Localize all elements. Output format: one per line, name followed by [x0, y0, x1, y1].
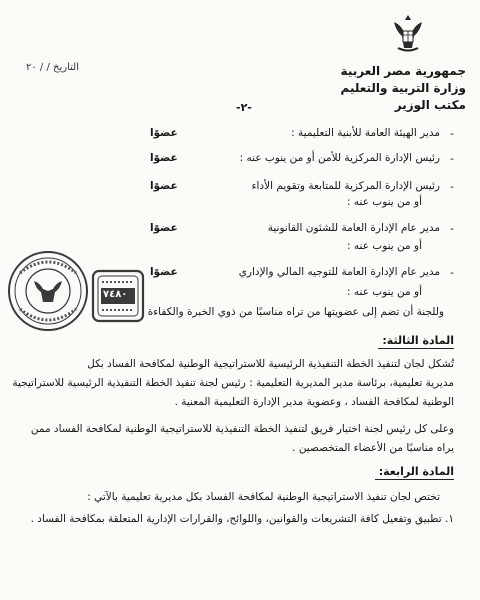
republic-header: جمهورية مصر العربية — [340, 64, 466, 78]
article-3-line-4: وعلى كل رئيس لجنة اختيار فريق لتنفيذ الخطة التنفيذية للاستراتيجية الوطنية لمكافحة الفساد ممن — [30, 423, 454, 435]
round-seal-stamp — [6, 249, 90, 333]
member-5-deputy: أو من ينوب عنه : — [347, 286, 422, 298]
article-3-line-1: تُشكل لجان لتنفيذ الخطة التنفيذية الرئيسية للاستراتيجية الوطنية لمكافحة الفساد بكل — [87, 358, 454, 370]
ministry-header: وزارة التربية والتعليم — [340, 81, 466, 95]
member-1-role: عضوًا — [150, 127, 178, 139]
list-dash: - — [450, 152, 454, 165]
office-header: مكتب الوزير — [394, 98, 466, 112]
member-4-name: مدير عام الإدارة العامة للشئون القانونية — [267, 222, 440, 234]
member-3-role: عضوًا — [150, 180, 178, 192]
member-5-name: مدير عام الإدارة العامة للتوجيه المالي والإداري — [238, 266, 440, 278]
committee-note: وللجنة أن تضم إلى عضويتها من تراه مناسبًا من ذوي الخبرة والكفاءة . — [141, 306, 444, 318]
member-5-role: عضوًا — [150, 266, 178, 278]
member-2-role: عضوًا — [150, 152, 178, 164]
date-label: التاريخ / / ٢٠ — [26, 62, 79, 73]
article-4-title: المادة الرابعة: — [378, 465, 454, 478]
article-3-title: المادة الثالثة: — [382, 334, 454, 347]
list-dash: - — [450, 180, 454, 193]
list-dash: - — [450, 266, 454, 279]
article-4-item-1: ١. تطبيق وتفعيل كافة التشريعات والقوانين، واللوائح، والقرارات الإدارية المتعلقة بمكافحة الفساد . — [30, 513, 454, 525]
member-3-deputy: أو من ينوب عنه : — [347, 196, 422, 208]
eagle-emblem — [388, 12, 428, 54]
article-3-line-3: الوطنية لمكافحة الفساد ، وعضوية مدير الإدارة التعليمية المعنية . — [174, 396, 454, 408]
article-3-line-5: يراه مناسبًا من الأعضاء المتخصصين . — [292, 442, 454, 454]
article-3-line-2: مديرية تعليمية، برئاسة مدير المديرية التعليمية : رئيس لجنة تنفيذ الخطة التنفيذية الرئيسية للاستراتيجية — [12, 377, 454, 389]
list-dash: - — [450, 127, 454, 140]
member-4-deputy: أو من ينوب عنه : — [347, 240, 422, 252]
member-4-role: عضوًا — [150, 222, 178, 234]
list-dash: - — [450, 222, 454, 235]
member-1-name: مدير الهيئة العامة للأبنية التعليمية : — [291, 127, 440, 139]
stamp-number: ٧٤٨٠ — [103, 289, 128, 300]
page-number: -٢- — [236, 101, 252, 114]
article-4-intro: تختص لجان تنفيذ الاستراتيجية الوطنية لمكافحة الفساد بكل مديرية تعليمية بالآتي : — [87, 491, 440, 503]
member-3-name: رئيس الإدارة المركزية للمتابعة وتقويم الأداء — [251, 180, 440, 192]
member-2-name: رئيس الإدارة المركزية للأمن أو من ينوب عنه : — [239, 152, 440, 164]
